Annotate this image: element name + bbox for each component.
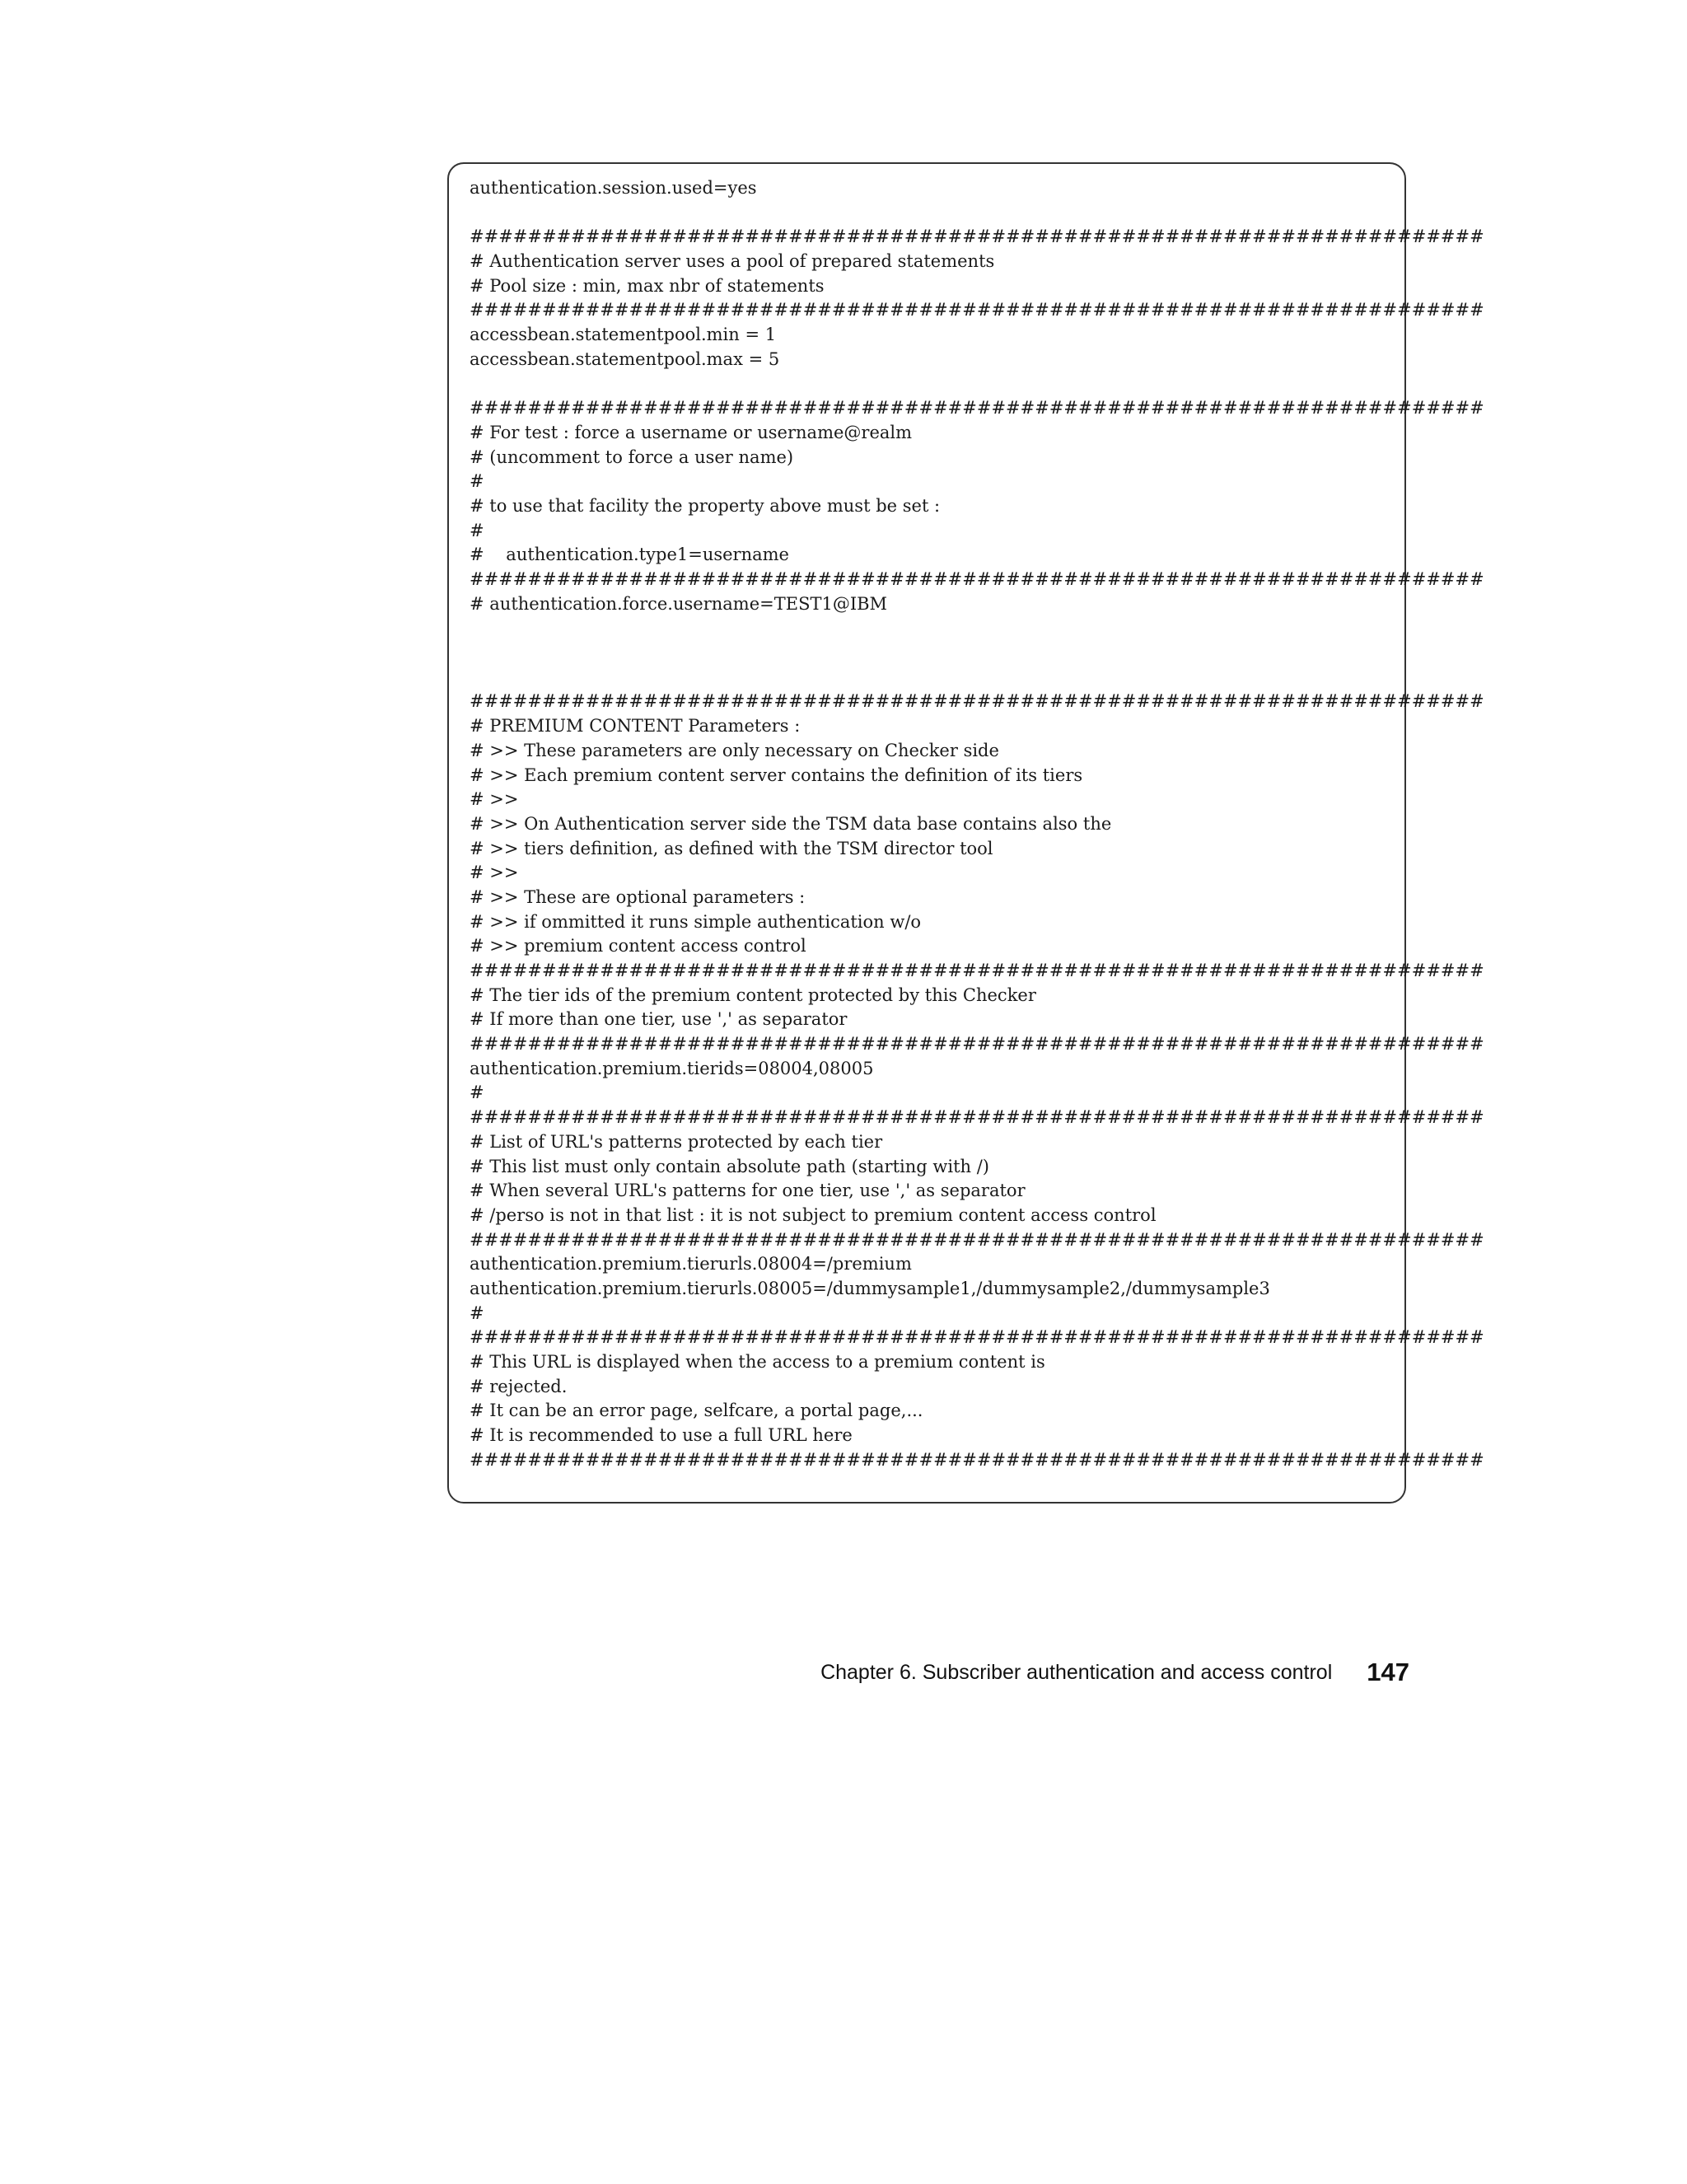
page-number: 147 [1367,1658,1409,1686]
code-line: ###################################################################### [470,1327,1484,1348]
code-example-box [447,162,1484,1504]
code-line: # For test : force a username or username@realm [470,422,913,442]
code-line: ###################################################################### [470,398,1484,419]
code-line [470,641,1484,666]
code-line [470,372,1484,397]
code-line: ###################################################################### [470,227,1484,247]
code-line: ###################################################################### [470,1034,1484,1055]
code-line: ###################################################################### [470,1449,1484,1470]
code-line: # /perso is not in that list : it is not subject to premium content access control [470,1204,1157,1225]
code-line: # This list must only contain absolute path (starting with /) [470,1156,989,1176]
code-line: # [470,1083,484,1103]
code-line: ###################################################################### [470,691,1484,712]
code-line: # >> if ommitted it runs simple authentication w/o [470,911,922,932]
code-line: # [470,1302,484,1323]
code-line: # If more than one tier, use ',' as separator [470,1009,848,1030]
code-line: # PREMIUM CONTENT Parameters : [470,716,801,737]
code-line: # The tier ids of the premium content protected by this Checker [470,984,1036,1005]
code-line: # rejected. [470,1376,568,1396]
code-line [470,201,1484,226]
code-line: ###################################################################### [470,961,1484,980]
code-line: # >> premium content access control [470,936,806,956]
code-line: ###################################################################### [470,569,1484,589]
code-line: # >> Each premium content server contains the definition of its tiers [470,765,1083,785]
code-line: # (uncomment to force a user name) [470,447,794,467]
code-line: # Authentication server uses a pool of prepared statements [470,251,995,272]
code-line: # >> [470,863,519,883]
code-line [470,666,1484,690]
code-line: ###################################################################### [470,300,1484,320]
code-line: # Pool size : min, max nbr of statements [470,275,825,296]
code-line: # When several URL's patterns for one tier, use ',' as separator [470,1181,1026,1201]
code-line: # to use that facility the property above must be set : [470,495,941,516]
code-line: # [470,471,484,492]
code-listing [470,176,1484,1472]
code-line: accessbean.statementpool.max = 5 [470,348,780,369]
code-line: # List of URL's patterns protected by each tier [470,1131,883,1152]
code-line: # >> [470,789,519,810]
code-line: authentication.premium.tierids=08004,08005 [470,1058,874,1078]
code-line: ###################################################################### [470,1229,1484,1250]
code-line: # authentication.type1=username [470,545,789,565]
code-line: # It can be an error page, selfcare, a portal page,... [470,1401,923,1421]
code-line: # authentication.force.username=TEST1@IBM [470,593,888,614]
code-line: # >> These are optional parameters : [470,886,806,907]
page-footer [820,1656,1409,1689]
code-line: # [470,520,484,540]
code-line: # >> On Authentication server side the TSM data base contains also the [470,813,1112,834]
chapter-title: Chapter 6. Subscriber authentication and access control [820,1660,1333,1684]
code-line [470,616,1484,641]
code-line: authentication.premium.tierurls.08005=/dummysample1,/dummysample2,/dummysample3 [470,1278,1270,1298]
code-line: # It is recommended to use a full URL here [470,1425,853,1446]
code-line: accessbean.statementpool.min = 1 [470,325,777,345]
code-line: ###################################################################### [470,1107,1484,1128]
code-line: authentication.premium.tierurls.08004=/premium [470,1254,912,1274]
code-line: # This URL is displayed when the access to a premium content is [470,1352,1045,1372]
code-line: # >> These parameters are only necessary on Checker side [470,740,999,760]
code-line: authentication.session.used=yes [470,178,757,198]
code-line: # >> tiers definition, as defined with the TSM director tool [470,838,993,858]
